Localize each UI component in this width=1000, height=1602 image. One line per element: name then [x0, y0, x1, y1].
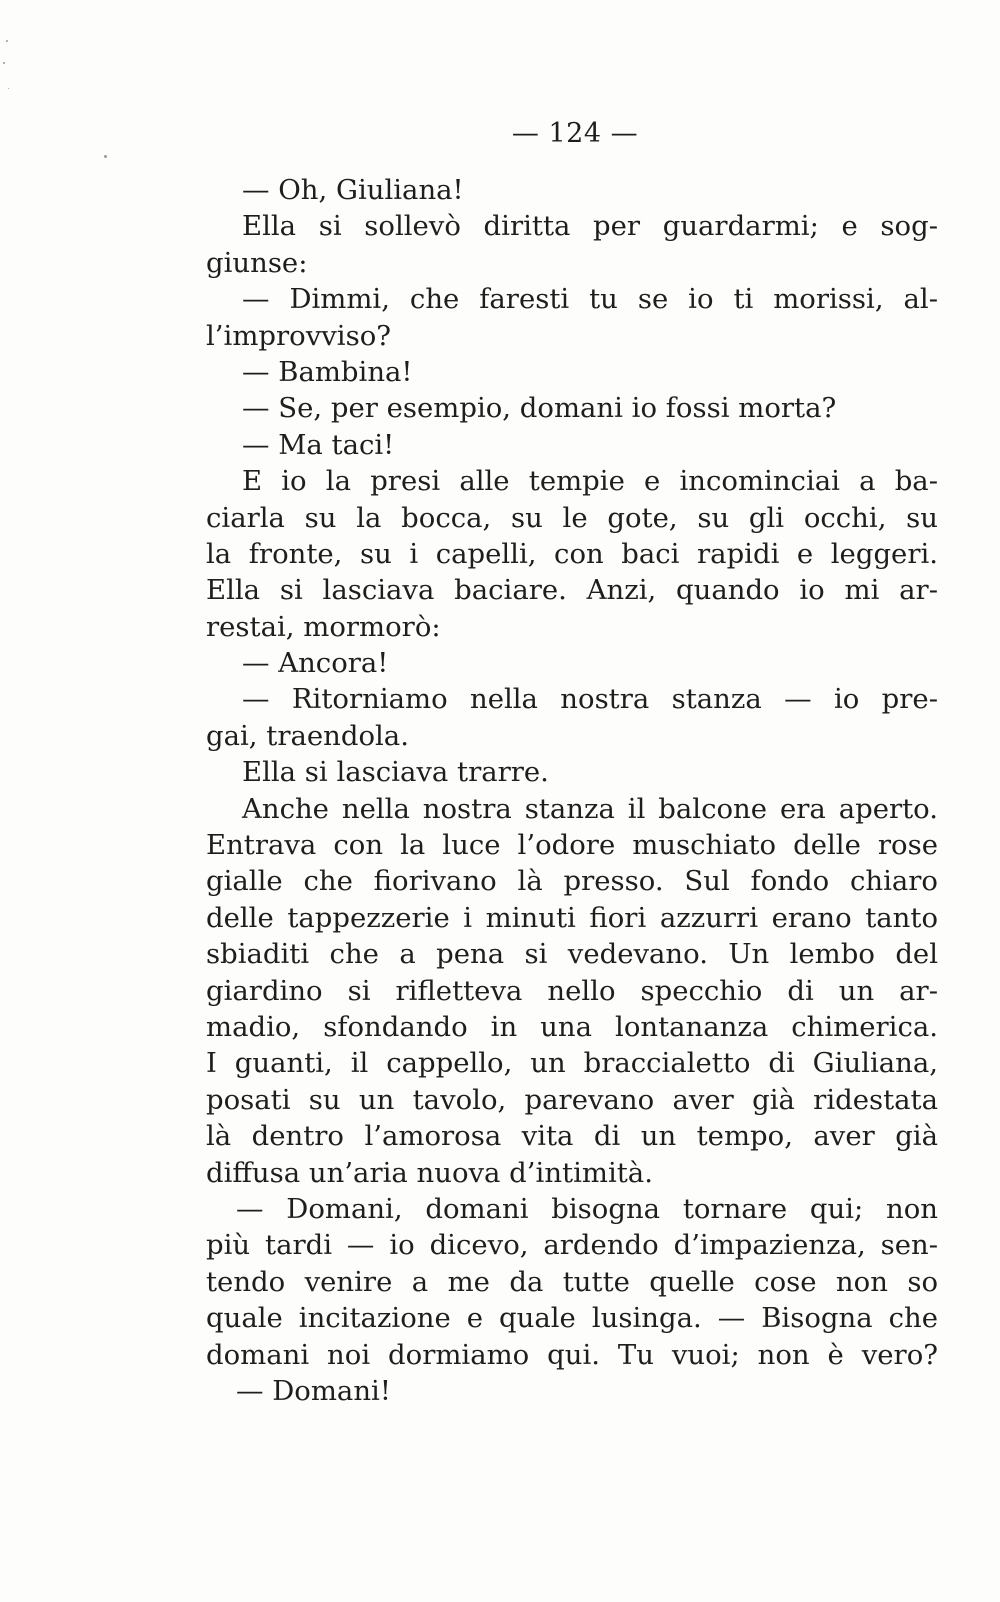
text-line: la fronte, su i capelli, con baci rapidi e leggeri.: [206, 537, 938, 570]
text-line: più tardi — io dicevo, ardendo d’impazienza, sen-: [206, 1229, 938, 1262]
text-line: gialle che fiorivano là presso. Sul fondo chiaro: [206, 865, 938, 898]
text-line: giardino si rifletteva nello specchio di un ar-: [206, 974, 938, 1007]
text-line: madio, sfondando in una lontananza chimerica.: [206, 1010, 938, 1043]
text-line: — Ritorniamo nella nostra stanza — io pre-: [242, 683, 938, 716]
text-line: Anche nella nostra stanza il balcone era aperto.: [242, 792, 938, 825]
text-line: quale incitazione e quale lusinga. — Bisogna che: [206, 1302, 938, 1335]
text-line: l’improvviso?: [206, 319, 391, 352]
text-line: domani noi dormiamo qui. Tu vuoi; non è vero?: [206, 1338, 938, 1371]
text-line: — Ancora!: [242, 647, 389, 680]
text-line: I guanti, il cappello, un braccialetto di Giuliana,: [206, 1047, 938, 1080]
text-line: Ella si sollevò diritta per guardarmi; e sog-: [242, 210, 938, 243]
body-text: [206, 172, 938, 1409]
scan-speck: [8, 88, 9, 89]
text-line: diffusa un’aria nuova d’intimità.: [206, 1156, 653, 1189]
text-line: — Dimmi, che faresti tu se io ti morissi, al-: [242, 283, 938, 316]
text-line: tendo venire a me da tutte quelle cose non so: [206, 1265, 938, 1298]
text-line: Ella si lasciava baciare. Anzi, quando io mi ar-: [206, 574, 938, 607]
text-line: — Domani!: [236, 1374, 391, 1407]
scan-speck: [6, 40, 8, 42]
text-line: — Domani, domani bisogna tornare qui; non: [236, 1192, 938, 1225]
scan-speck: [104, 155, 107, 158]
text-line: giunse:: [206, 246, 308, 279]
text-line: là dentro l’amorosa vita di un tempo, aver già: [206, 1120, 938, 1153]
text-line: — Oh, Giuliana!: [242, 174, 464, 206]
text-line: Ella si lasciava trarre.: [242, 756, 549, 789]
text-line: delle tappezzerie i minuti fiori azzurri erano tanto: [206, 901, 938, 934]
text-line: E io la presi alle tempie e incominciai a ba-: [242, 465, 938, 498]
text-line: restai, mormorò:: [206, 610, 441, 643]
text-line: Entrava con la luce l’odore muschiato delle rose: [206, 829, 938, 862]
text-line: — Se, per esempio, domani io fossi morta?: [242, 392, 837, 425]
page-number: — 124 —: [511, 118, 639, 149]
text-line: gai, traendola.: [206, 719, 409, 752]
text-line: posati su un tavolo, parevano aver già ridestata: [206, 1083, 938, 1116]
text-line: sbiaditi che a pena si vedevano. Un lembo del: [206, 938, 938, 971]
scan-speck: [3, 62, 5, 64]
text-line: — Ma taci!: [242, 428, 395, 461]
text-line: — Bambina!: [242, 355, 413, 388]
text-line: ciarla su la bocca, su le gote, su gli occhi, su: [206, 501, 938, 534]
